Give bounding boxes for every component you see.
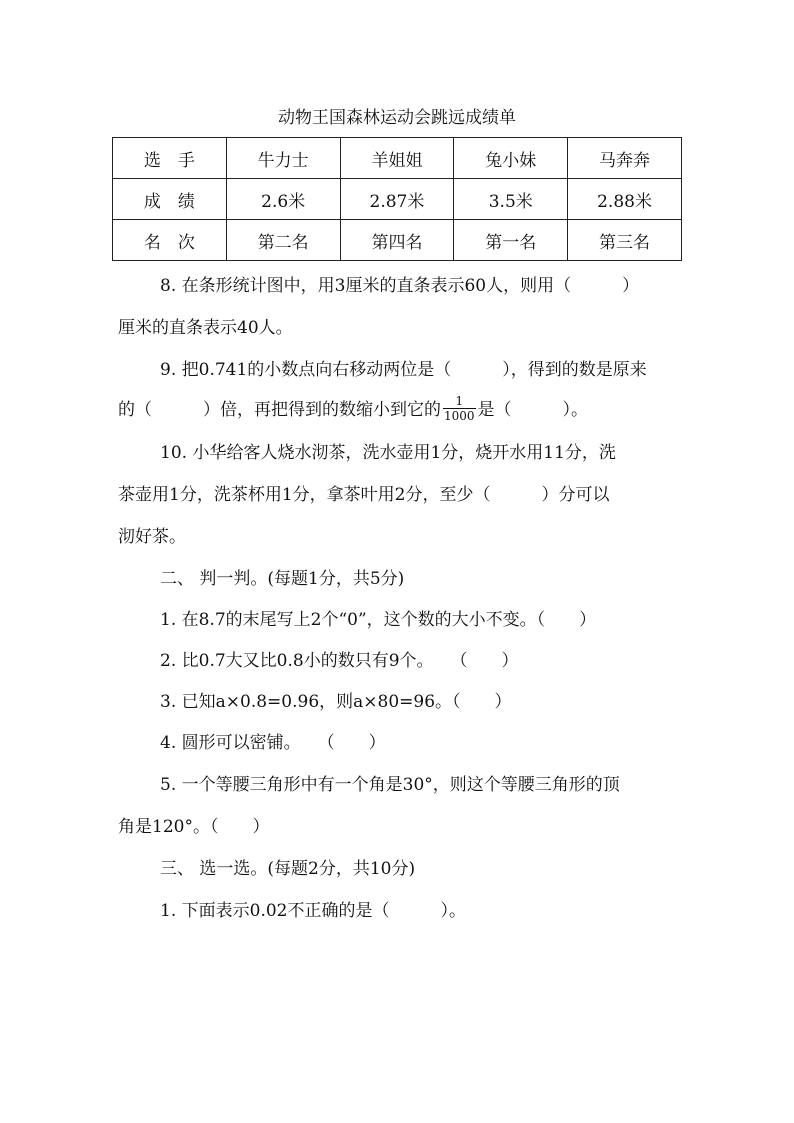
- judge-item-1: 1. 在8.7的末尾写上2个“0”，这个数的大小不变。（ ）: [160, 610, 597, 630]
- table-cell: 羊姐姐: [340, 138, 454, 179]
- fraction-numerator: 1: [443, 394, 476, 409]
- table-cell: 2.6米: [226, 179, 340, 220]
- judge-item-3: 3. 已知a×0.8=0.96，则a×80=96。（ ）: [160, 692, 512, 712]
- q10-line-3: 沏好茶。: [118, 527, 186, 547]
- score-table: [112, 137, 682, 261]
- table-cell: 第一名: [454, 220, 568, 261]
- table-cell: 3.5米: [454, 179, 568, 220]
- q9-line-1: 9. 把0.741的小数点向右移动两位是（ ），得到的数是原来: [160, 360, 647, 380]
- fraction: [443, 394, 476, 423]
- q9-line-2-prefix: 的（ ）倍，再把得到的数缩小到它的: [118, 400, 441, 420]
- q10-line-1: 10. 小华给客人烧水沏茶，洗水壶用1分，烧开水用11分，洗: [160, 443, 616, 463]
- q9-line-2: [118, 396, 588, 425]
- judge-item-2: 2. 比0.7大又比0.8小的数只有9个。 （ ）: [160, 651, 519, 671]
- table-cell: 第二名: [226, 220, 340, 261]
- table-cell: 2.88米: [568, 179, 682, 220]
- table-row: [113, 220, 682, 261]
- table-cell: 马奔奔: [568, 138, 682, 179]
- q10-line-2: 茶壶用1分，洗茶杯用1分，拿茶叶用2分，至少（ ）分可以: [118, 485, 610, 505]
- table-cell: 第四名: [340, 220, 454, 261]
- q8-line-2: 厘米的直条表示40人。: [118, 318, 293, 338]
- table-cell: 名 次: [113, 220, 227, 261]
- judge-item-5-line-1: 5. 一个等腰三角形中有一个角是30°，则这个等腰三角形的顶: [160, 775, 620, 795]
- section-3-heading: 三、 选一选。(每题2分，共10分): [160, 859, 416, 879]
- table-row: [113, 138, 682, 179]
- table-row: [113, 179, 682, 220]
- q8-line-1: 8. 在条形统计图中，用3厘米的直条表示60人，则用（ ）: [160, 276, 640, 296]
- table-cell: 2.87米: [340, 179, 454, 220]
- fraction-denominator: 1000: [444, 409, 475, 423]
- table-cell: 第三名: [568, 220, 682, 261]
- section-2-heading: 二、 判一判。(每题1分，共5分): [160, 569, 405, 589]
- table-cell: 牛力士: [226, 138, 340, 179]
- table-cell: 兔小妹: [454, 138, 568, 179]
- judge-item-4: 4. 圆形可以密铺。 （ ）: [160, 733, 386, 753]
- judge-item-5-line-2: 角是120°。（ ）: [118, 817, 270, 837]
- choice-item-1: 1. 下面表示0.02不正确的是（ ）。: [160, 901, 466, 921]
- table-title: 动物王国森林运动会跳远成绩单: [278, 108, 516, 128]
- q9-line-2-suffix: 是（ ）。: [477, 400, 589, 420]
- table-cell: 选 手: [113, 138, 227, 179]
- table-cell: 成 绩: [113, 179, 227, 220]
